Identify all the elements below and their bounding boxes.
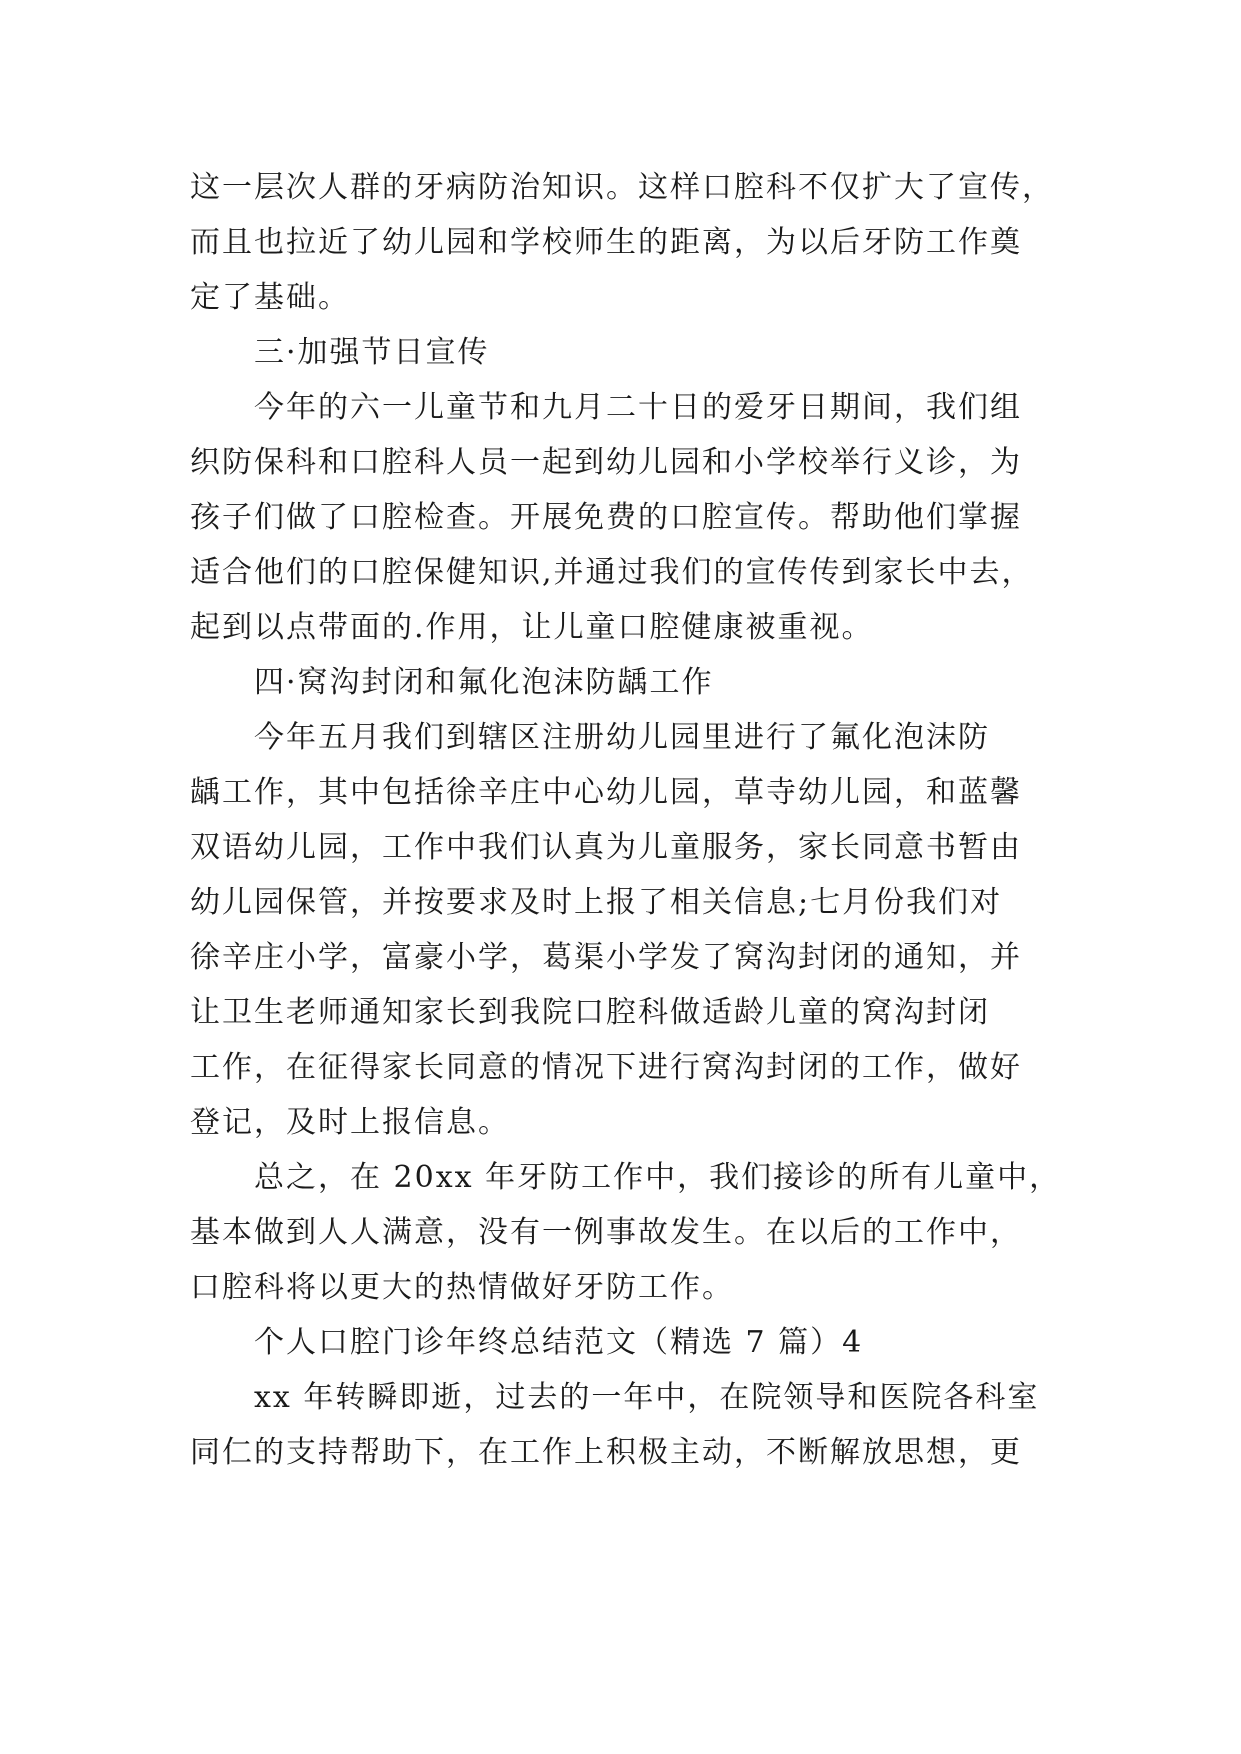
body-line: xx 年转瞬即逝，过去的一年中，在院领导和医院各科室 (254, 1380, 1040, 1415)
body-line: 徐辛庄小学，富豪小学，葛渠小学发了窝沟封闭的通知，并 (190, 940, 1022, 975)
body-line: 同仁的支持帮助下，在工作上积极主动，不断解放思想，更 (190, 1435, 1022, 1470)
body-line: 口腔科将以更大的热情做好牙防工作。 (190, 1270, 734, 1305)
body-line: 适合他们的口腔保健知识,并通过我们的宣传传到家长中去， (190, 555, 1034, 590)
body-line: 龋工作，其中包括徐辛庄中心幼儿园，草寺幼儿园，和蓝馨 (190, 775, 1022, 810)
body-line: 而且也拉近了幼儿园和学校师生的距离，为以后牙防工作奠 (190, 225, 1022, 260)
body-line: 让卫生老师通知家长到我院口腔科做适龄儿童的窝沟封闭 (190, 995, 990, 1030)
body-line: 这一层次人群的牙病防治知识。这样口腔科不仅扩大了宣传， (190, 170, 1054, 205)
section-heading: 四·窝沟封闭和氟化泡沫防龋工作 (254, 665, 714, 700)
body-line: 总之，在 20xx 年牙防工作中，我们接诊的所有儿童中， (254, 1160, 1062, 1195)
body-line: 登记，及时上报信息。 (190, 1105, 510, 1140)
document-title: 个人口腔门诊年终总结范文（精选 7 篇）4 (254, 1325, 864, 1360)
body-line: 定了基础。 (190, 280, 350, 315)
body-line: 工作，在征得家长同意的情况下进行窝沟封闭的工作，做好 (190, 1050, 1022, 1085)
body-line: 今年五月我们到辖区注册幼儿园里进行了氟化泡沫防 (254, 720, 990, 755)
body-line: 织防保科和口腔科人员一起到幼儿园和小学校举行义诊，为 (190, 445, 1022, 480)
body-line: 孩子们做了口腔检查。开展免费的口腔宣传。帮助他们掌握 (190, 500, 1022, 535)
body-line: 起到以点带面的.作用，让儿童口腔健康被重视。 (190, 610, 874, 645)
body-line: 基本做到人人满意，没有一例事故发生。在以后的工作中， (190, 1215, 1022, 1250)
section-heading: 三·加强节日宣传 (254, 335, 490, 370)
document-body (190, 160, 1070, 1480)
body-line: 今年的六一儿童节和九月二十日的爱牙日期间，我们组 (254, 390, 1022, 425)
body-line: 幼儿园保管，并按要求及时上报了相关信息;七月份我们对 (190, 885, 1003, 920)
body-line: 双语幼儿园，工作中我们认真为儿童服务，家长同意书暂由 (190, 830, 1022, 865)
